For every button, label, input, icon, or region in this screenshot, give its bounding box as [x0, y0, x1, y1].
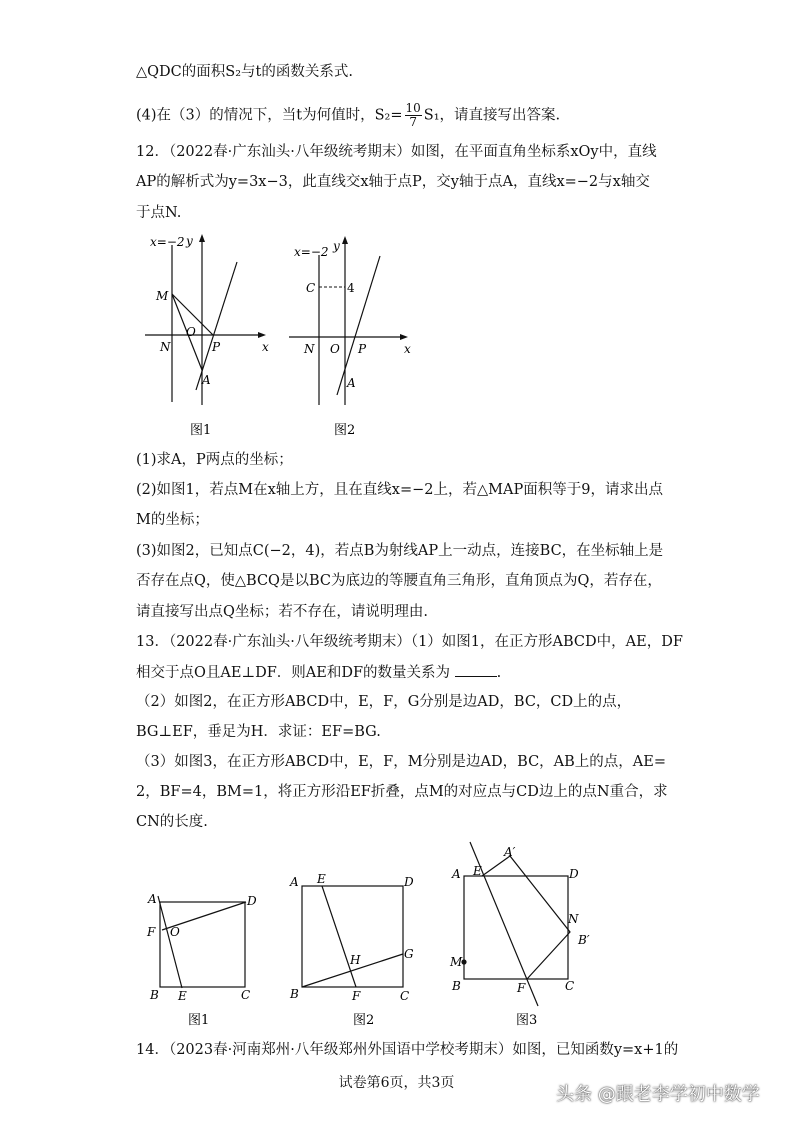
p12-line1: 12．（2022春·广东汕头·八年级统考期末）如图，在平面直角坐标系xOy中，直线 — [136, 144, 657, 160]
p13-l7: CN的长度. — [136, 814, 208, 830]
p11-line2 — [136, 102, 560, 129]
f3-N: N — [568, 912, 579, 926]
f3-F: F — [517, 981, 526, 995]
p13-l1: 13．（2022春·广东汕头·八年级统考期末）（1）如图1，在正方形ABCD中，AE，DF — [136, 634, 683, 650]
answer-blank — [455, 662, 497, 677]
fig1-A: A — [202, 373, 211, 387]
p12-q3a: (3)如图2，已知点C(−2，4)，若点B为射线AP上一动点，连接BC，在坐标轴上是 — [136, 543, 664, 559]
fig2-caption: 图2 — [334, 423, 356, 438]
f3-M: M — [450, 955, 463, 969]
f2-caption: 图2 — [353, 1013, 375, 1028]
p11-line2-a: (4)在（3）的情况下，当t为何值时，S₂= — [136, 107, 403, 124]
p12-line3: 于点N. — [136, 205, 182, 221]
fig2-y: y — [333, 239, 340, 253]
f2-G: G — [404, 947, 414, 961]
f2-A: A — [290, 875, 299, 889]
watermark: 头条 @跟老李学初中数学 — [556, 1084, 760, 1105]
f2-C: C — [400, 989, 410, 1003]
fig1-P: P — [212, 340, 221, 354]
fig2-A: A — [347, 376, 356, 390]
p14-l1: 14．（2023春·河南郑州·八年级郑州外国语中学校考期末）如图，已知函数y=x+1的 — [136, 1042, 679, 1058]
p13-l5: （3）如图3，在正方形ABCD中，E，F，M分别是边AD，BC，AB上的点，AE= — [136, 754, 667, 770]
fig2-xeq: x=−2 — [294, 245, 329, 259]
fig1-caption: 图1 — [190, 423, 212, 438]
f3-caption: 图3 — [516, 1013, 538, 1028]
fig1-xeq: x=−2 — [150, 235, 185, 249]
p12-line2: AP的解析式为y=3x−3，此直线交x轴于点P，交y轴于点A，直线x=−2与x轴交 — [136, 174, 650, 190]
p12-q2b: M的坐标； — [136, 512, 209, 528]
p13-figure-2 — [286, 870, 426, 1035]
p13-l3: （2）如图2，在正方形ABCD中，E，F，G分别是边AD，BC，CD上的点， — [136, 694, 632, 710]
fig2-O: O — [330, 342, 340, 356]
f2-H: H — [350, 953, 361, 967]
p11-line1: △QDC的面积S₂与t的函数关系式. — [136, 64, 353, 80]
fig2-four: 4 — [347, 281, 355, 295]
p12-figure-2 — [284, 230, 424, 445]
f1-caption: 图1 — [188, 1013, 210, 1028]
f2-B: B — [290, 987, 299, 1001]
p12-q3c: 请直接写出点Q坐标；若不存在，请说明理由. — [136, 604, 428, 620]
fraction — [405, 102, 422, 129]
fig2-P: P — [358, 342, 367, 356]
f2-E: E — [317, 872, 326, 886]
fig1-M: M — [156, 289, 169, 303]
f3-Bp: B′ — [578, 933, 590, 947]
page-footer: 试卷第6页，共3页 — [338, 1075, 455, 1091]
fig1-y: y — [186, 234, 193, 248]
p13-l4: BG⊥EF，垂足为H．求证：EF=BG. — [136, 724, 381, 740]
p12-q3b: 否存在点Q，使△BCQ是以BC为底边的等腰直角三角形，直角顶点为Q，若存在， — [136, 573, 662, 589]
f1-D: D — [247, 894, 257, 908]
f3-Ap: A′ — [504, 845, 516, 859]
frac-num: 10 — [405, 101, 421, 115]
p11-line2-b: S₁，请直接写出答案. — [423, 107, 561, 124]
p13-l2-text: 相交于点O且AE⊥DF．则AE和DF的数量关系为 — [136, 665, 451, 681]
p12-q1: (1)求A，P两点的坐标； — [136, 452, 293, 468]
frac-den: 7 — [409, 115, 417, 129]
f2-D: D — [404, 875, 414, 889]
f1-C: C — [241, 988, 251, 1002]
f1-O: O — [170, 925, 180, 939]
f3-D: D — [569, 867, 579, 881]
p12-figure-1 — [140, 230, 280, 445]
f3-B: B — [452, 979, 461, 993]
f2-F: F — [352, 989, 361, 1003]
p13-l6: 2，BF=4，BM=1，将正方形沿EF折叠，点M的对应点与CD边上的点N重合，求 — [136, 784, 668, 800]
f1-B: B — [150, 988, 159, 1002]
fig1-N: N — [160, 340, 171, 354]
fig2-N: N — [304, 342, 315, 356]
f1-F: F — [147, 925, 156, 939]
p13-l2-end: . — [496, 665, 502, 681]
f3-C: C — [565, 979, 575, 993]
f3-A: A — [452, 867, 461, 881]
f1-E: E — [178, 989, 187, 1003]
fig2-x: x — [404, 342, 411, 356]
p13-l2 — [136, 662, 501, 683]
f1-A: A — [148, 892, 157, 906]
f3-E: E — [473, 864, 482, 878]
fig1-O: O — [186, 325, 196, 339]
p13-figure-3 — [448, 838, 608, 1036]
fig2-C: C — [306, 281, 316, 295]
p13-figure-1 — [140, 885, 270, 1035]
p12-q2a: (2)如图1，若点M在x轴上方，且在直线x=−2上，若△MAP面积等于9，请求出点 — [136, 482, 663, 498]
fig1-x: x — [262, 340, 269, 354]
